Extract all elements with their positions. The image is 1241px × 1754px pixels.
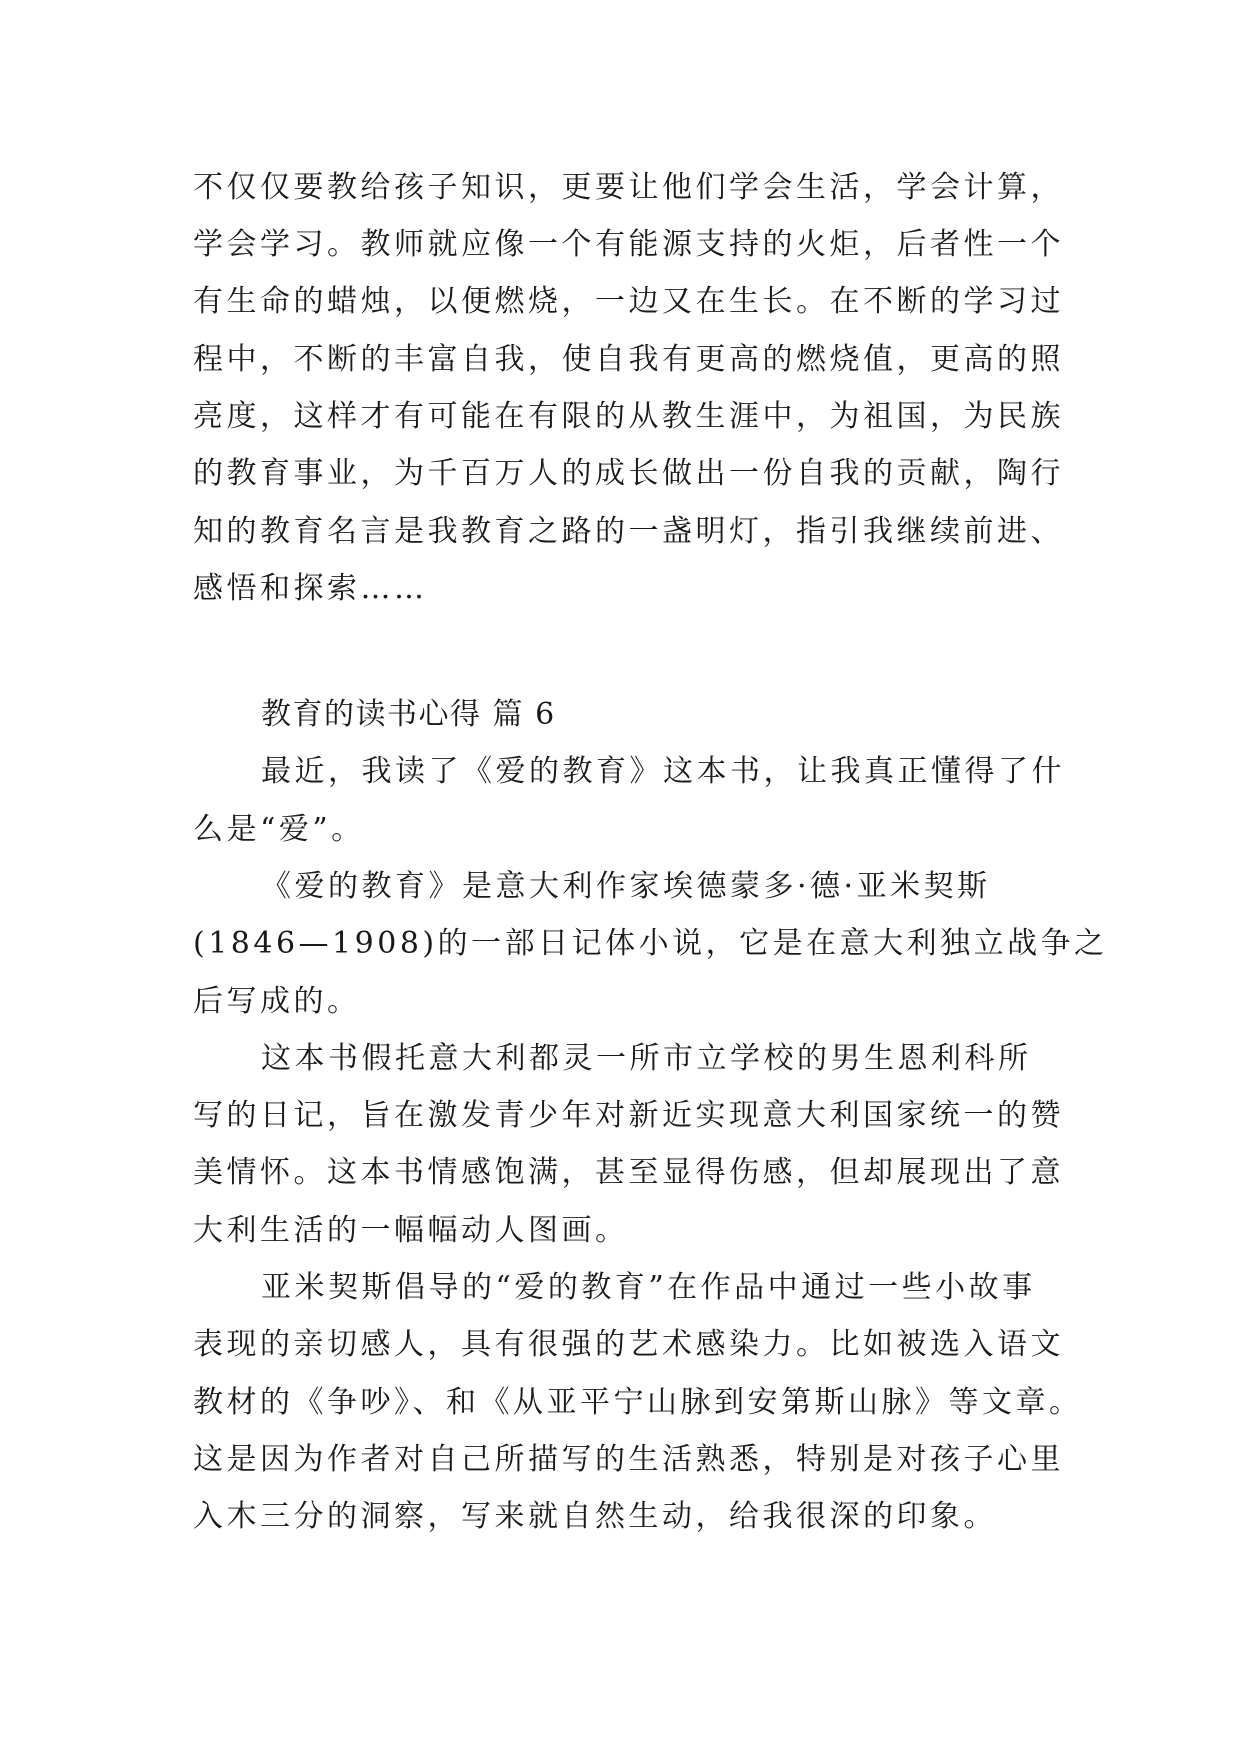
text-line: 《爱的教育》是意大利作家埃德蒙多·德·亚米契斯 [261,869,991,904]
text-line: 这是因为作者对自己所描写的生活熟悉，特别是对孩子心里 [193,1442,1064,1477]
text-line: (1846—1908)的一部日记体小说，它是在意大利独立战争之 [193,926,1108,961]
text-line: 亮度，这样才有可能在有限的从教生涯中，为祖国，为民族 [193,399,1064,434]
text-line: 么是“爱”。 [193,812,365,847]
text-line: 教材的《争吵》、和《从亚平宁山脉到安第斯山脉》等文章。 [193,1385,1083,1420]
text-line: 这本书假托意大利都灵一所市立学校的男生恩利科所 [261,1041,1032,1076]
text-line: 入木三分的洞察，写来就自然生动，给我很深的印象。 [193,1499,997,1534]
section-heading: 教育的读书心得 篇 6 [261,697,556,732]
text-line: 后写成的。 [193,984,361,1019]
text-line: 表现的亲切感人，具有很强的艺术感染力。比如被选入语文 [193,1327,1064,1362]
text-line: 有生命的蜡烛，以便燃烧，一边又在生长。在不断的学习过 [193,284,1064,319]
text-line: 写的日记，旨在激发青少年对新近实现意大利国家统一的赞 [193,1098,1064,1133]
text-line: 不仅仅要教给孩子知识，更要让他们学会生活，学会计算， [193,170,1064,205]
text-line: 知的教育名言是我教育之路的一盏明灯，指引我继续前进、 [193,514,1064,549]
text-line: 大利生活的一幅幅动人图画。 [193,1213,629,1248]
text-line: 学会学习。教师就应像一个有能源支持的火炬，后者性一个 [193,227,1064,262]
text-line: 美情怀。这本书情感饱满，甚至显得伤感，但却展现出了意 [193,1155,1064,1190]
text-line: 程中，不断的丰富自我，使自我有更高的燃烧值，更高的照 [193,342,1064,377]
text-line: 最近，我读了《爱的教育》这本书，让我真正懂得了什 [261,754,1065,789]
text-line: 亚米契斯倡导的“爱的教育”在作品中通过一些小故事 [261,1270,1036,1305]
text-line: 的教育事业，为千百万人的成长做出一份自我的贡献，陶行 [193,456,1064,491]
text-line: 感悟和探索…… [193,571,428,606]
